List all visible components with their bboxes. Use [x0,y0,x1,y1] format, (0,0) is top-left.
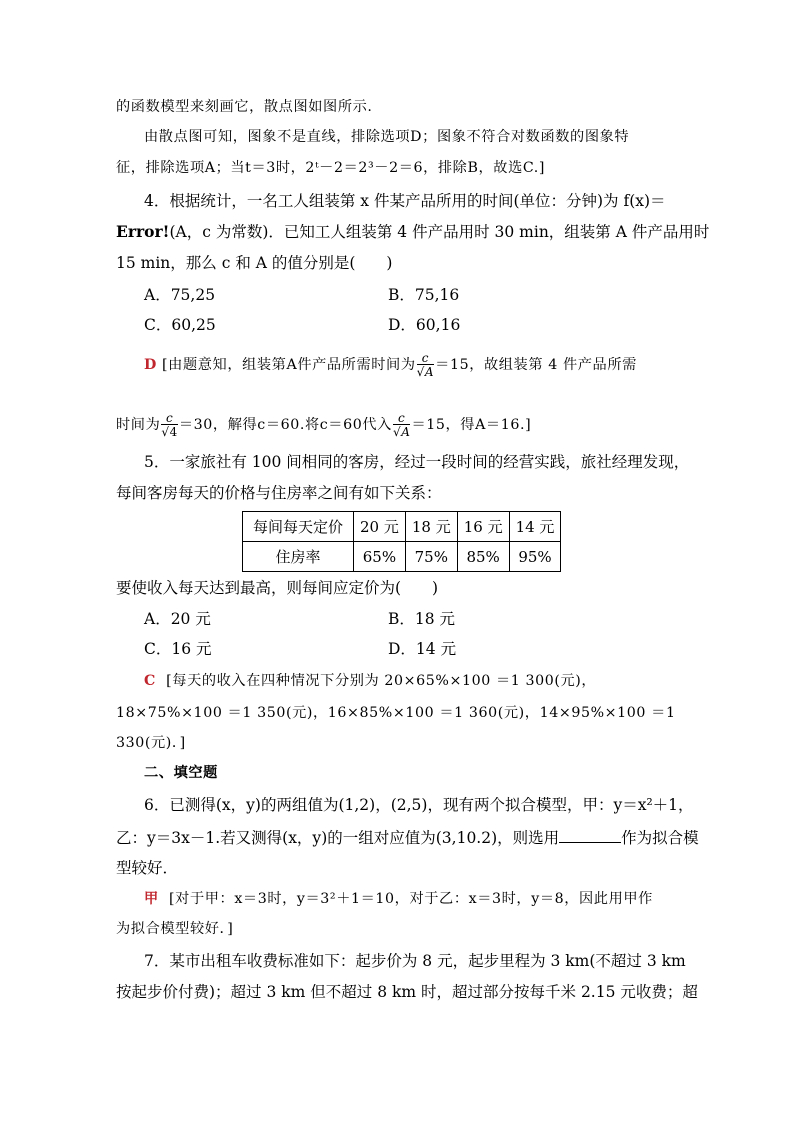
q5-answer-text-1: [每天的收入在四种情况下分别为 20×65%×100 ＝1 300(元)， [166,673,597,689]
q5-stem-line-3: 要使收入每天达到最高，则每间应定价为( ) [116,579,439,597]
table-cell: 75% [405,542,457,572]
q6-stem-line-2 [116,826,699,849]
q5-option-d: D．14 元 [388,640,457,658]
q5-answer-line-1 [144,670,596,692]
q6-stem-line-2a: 乙：y＝3x－1.若又测得(x，y)的一组对应值为(3,10.2)，则选用 [116,829,560,847]
q4-answer-text-1: [由题意知，组装第A件产品所需时间为 [162,357,416,373]
q4-answer-text-3: 时间为 [116,417,161,433]
section-heading-fill-in: 二、填空题 [144,765,218,781]
q6-stem-line-2b: 作为拟合模 [621,829,699,847]
table-cell: 65% [354,542,406,572]
q4-fraction-c-over-sqrtA: $\frac{c}{√A}$ [416,351,435,379]
prev-line-2: 由散点图可知，图象不是直线，排除选项D；图象不符合对数函数的图象特 [144,129,630,145]
q6-answer-line-2: 为拟合模型较好．] [116,921,234,937]
q7-stem-line-2: 按起步价付费)；超过 3 km 但不超过 8 km 时，超过部分按每千米 2.15 元收费；超 [116,983,698,1001]
q4-answer-text-5: ＝15，得A＝16.] [411,417,532,433]
q4-option-b: B．75,16 [388,286,460,304]
table-cell: 95% [509,542,561,572]
q4-fraction-c-over-sqrtA-2: $\frac{c}{√A}$ [392,411,411,439]
q4-option-d: D．60,16 [388,316,461,334]
q7-stem-line-1: 7．某市出租车收费标准如下：起步价为 8 元，起步里程为 3 km(不超过 3 km [144,952,686,970]
q5-price-table [242,511,561,572]
prev-line-3: 征，排除选项A；当t＝3时，2ᵗ－2＝2³－2＝6，排除B，故选C.] [116,160,546,176]
table-cell: 14 元 [509,512,561,542]
q4-error-text: Error! [116,222,170,241]
q4-option-a: A．75,25 [144,286,216,304]
q6-stem-line-3: 型较好． [116,859,179,877]
q4-stem-line-2 [116,221,709,243]
q5-option-b: B．18 元 [388,610,456,628]
q4-stem-line-2-rest: (A，c 为常数)．已知工人组装第 4 件产品用时 30 min，组装第 A 件产品用时 [169,223,710,241]
table-row [243,542,561,572]
q5-answer-line-2: 18×75%×100 ＝1 350(元)，16×85%×100 ＝1 360(元)，14×95%×100 ＝1 [116,705,676,721]
q6-answer-text-1: [对于甲：x＝3时，y＝3²＋1＝10，对于乙：x＝3时，y＝8，因此用甲作 [169,891,653,907]
q4-option-c: C．60,25 [144,316,216,334]
q5-option-c: C．16 元 [144,640,212,658]
table-cell: 20 元 [354,512,406,542]
table-cell: 16 元 [457,512,509,542]
table-row [243,512,561,542]
q4-stem-line-3: 15 min，那么 c 和 A 的值分别是( ) [116,254,393,272]
q4-answer-line-2 [116,412,531,438]
q4-answer-text-2: ＝15，故组装第 4 件产品所需 [435,357,637,373]
table-header-cell: 住房率 [243,542,354,572]
q5-stem-line-2: 每间客房每天的价格与住房率之间有如下关系： [116,484,442,502]
q4-answer-text-4: ＝30，解得c＝60.将c＝60代入 [178,417,392,433]
q5-stem-line-1: 5．一家旅社有 100 间相同的客房，经过一段时间的经营实践，旅社经理发现， [144,453,690,471]
q4-fraction-c-over-sqrt4: $\frac{c}{√4}$ [161,411,178,439]
table-cell: 18 元 [405,512,457,542]
q6-answer-blank [559,826,621,843]
q4-stem-line-1: 4．根据统计，一名工人组装第 x 件某产品所用的时间(单位：分钟)为 f(x)＝ [144,192,666,210]
q5-answer-line-3: 330(元)．] [116,735,186,751]
q6-answer-line-1 [144,888,653,910]
prev-line-1: 的函数模型来刻画它，散点图如图所示. [116,99,373,115]
q4-answer-line-1 [144,352,637,378]
table-header-cell: 每间每天定价 [243,512,354,542]
q5-option-a: A．20 元 [144,610,211,628]
q6-answer-letter: 甲 [144,891,159,907]
q5-answer-letter: C [144,673,156,689]
table-cell: 85% [457,542,509,572]
q4-answer-letter: D [144,357,157,373]
q6-stem-line-1: 6．已测得(x，y)的两组值为(1,2)，(2,5)，现有两个拟合模型，甲：y＝x²＋1， [144,796,694,814]
